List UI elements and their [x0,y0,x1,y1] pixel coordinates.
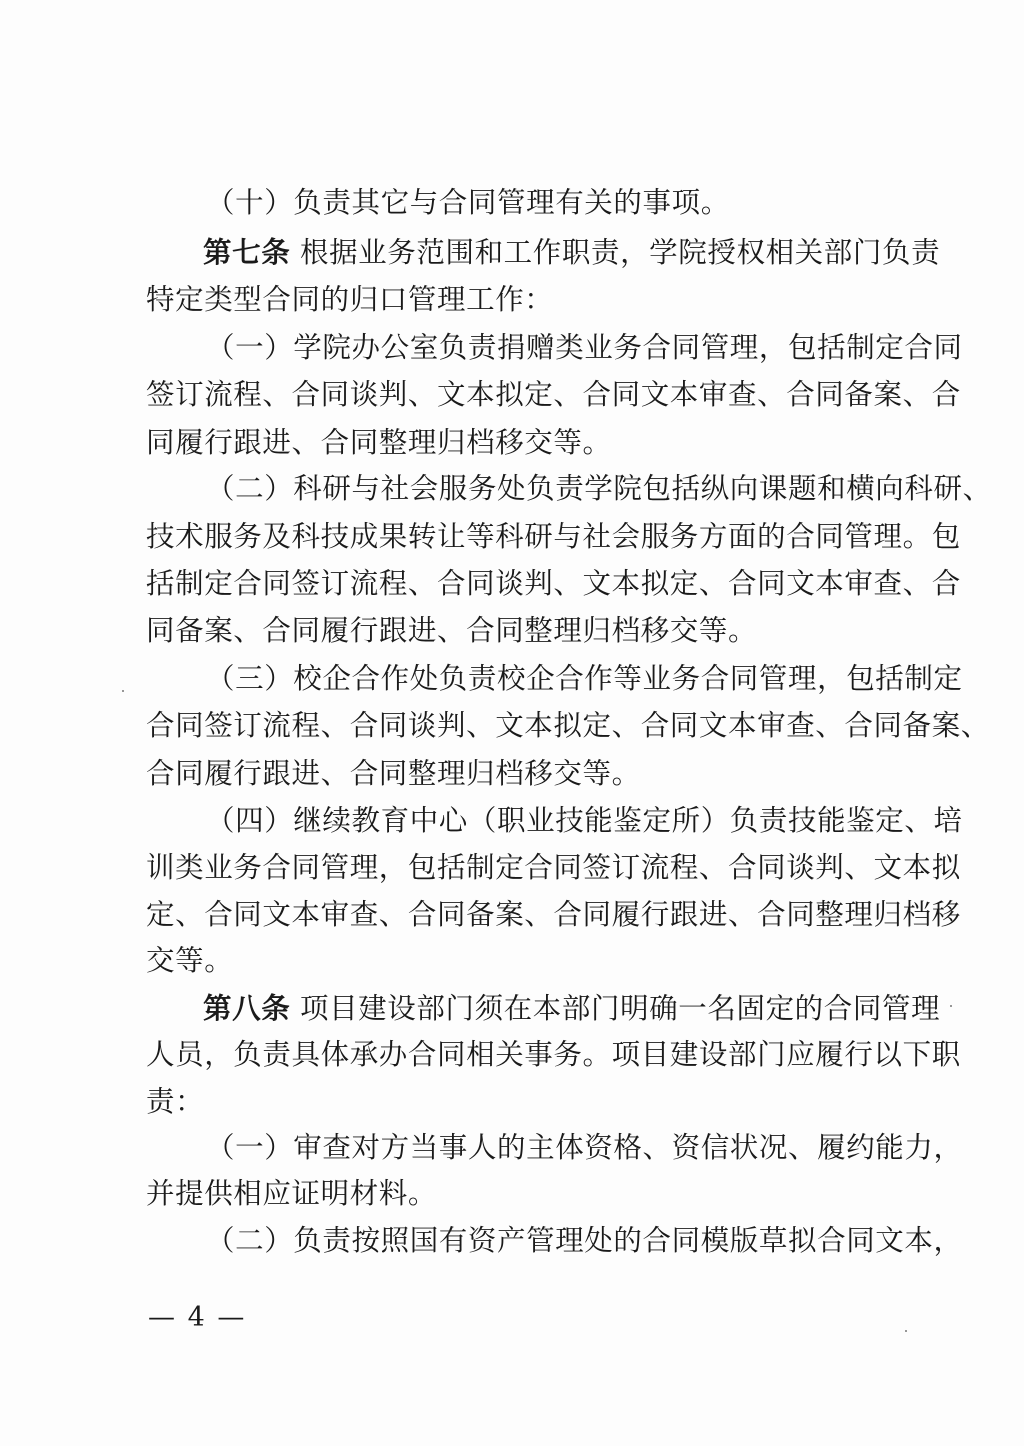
scan-speck [905,1330,907,1332]
text-line [206,1219,963,1263]
text-line [206,799,963,843]
line-text: （四）继续教育中心（职业技能鉴定所）负责技能鉴定、培 [206,804,963,837]
text-line [146,1080,204,1124]
text-line [146,421,612,465]
text-line [146,752,641,796]
scan-speck [950,1005,952,1007]
line-text: （一）审查对方当事人的主体资格、资信状况、履约能力， [206,1131,963,1164]
line-text: 责： [146,1085,205,1118]
text-line [146,373,961,417]
page-number: — 4 — [148,1302,247,1333]
line-text: 并提供相应证明材料。 [146,1177,438,1210]
line-text: （二）科研与社会服务处负责学院包括纵向课题和横向科研、 [206,472,992,505]
article-8-heading-line [203,986,940,1030]
scan-speck [122,690,124,692]
line-text: 交等。 [146,944,234,977]
text-line [146,609,757,653]
line-text: 签订流程、合同谈判、文本拟定、合同文本审查、合同备案、合 [146,378,961,411]
text-line [206,181,730,225]
text-line [206,326,963,370]
line-text: 项目建设部门须在本部门明确一名固定的合同管理 [290,992,941,1025]
text-line [146,939,233,983]
text-line [146,278,553,322]
line-text: 合同签订流程、合同谈判、文本拟定、合同文本审查、合同备案、 [146,709,990,742]
line-text: 根据业务范围和工作职责，学院授权相关部门负责 [290,236,941,269]
line-text: 人员，负责具体承办合同相关事务。项目建设部门应履行以下职 [146,1038,961,1071]
text-line [206,657,963,701]
line-text: 技术服务及科技成果转让等科研与社会服务方面的合同管理。包 [146,520,961,553]
line-text: （二）负责按照国有资产管理处的合同模版草拟合同文本， [206,1224,963,1257]
text-line [146,704,990,748]
line-text: 定、合同文本审查、合同备案、合同履行跟进、合同整理归档移 [146,898,961,931]
line-text: （十）负责其它与合同管理有关的事项。 [206,186,730,219]
line-text: 训类业务合同管理，包括制定合同签订流程、合同谈判、文本拟 [146,851,961,884]
article-7-heading-line [203,230,940,274]
text-line [146,515,961,559]
text-line [146,1033,961,1077]
text-line [146,893,961,937]
line-text: （一）学院办公室负责捐赠类业务合同管理，包括制定合同 [206,331,963,364]
line-text: 同备案、合同履行跟进、合同整理归档移交等。 [146,614,758,647]
article-8-label: 第八条 [203,991,291,1025]
text-line [146,1172,437,1216]
line-text: （三）校企合作处负责校企合作等业务合同管理，包括制定 [206,662,963,695]
line-text: 同履行跟进、合同整理归档移交等。 [146,426,612,459]
text-line [206,1126,963,1170]
text-line [146,846,961,890]
line-text: 括制定合同签订流程、合同谈判、文本拟定、合同文本审查、合 [146,567,961,600]
article-7-label: 第七条 [203,235,291,269]
line-text: 特定类型合同的归口管理工作： [146,283,554,316]
text-line [146,562,961,606]
line-text: 合同履行跟进、合同整理归档移交等。 [146,757,641,790]
text-line [206,467,992,511]
